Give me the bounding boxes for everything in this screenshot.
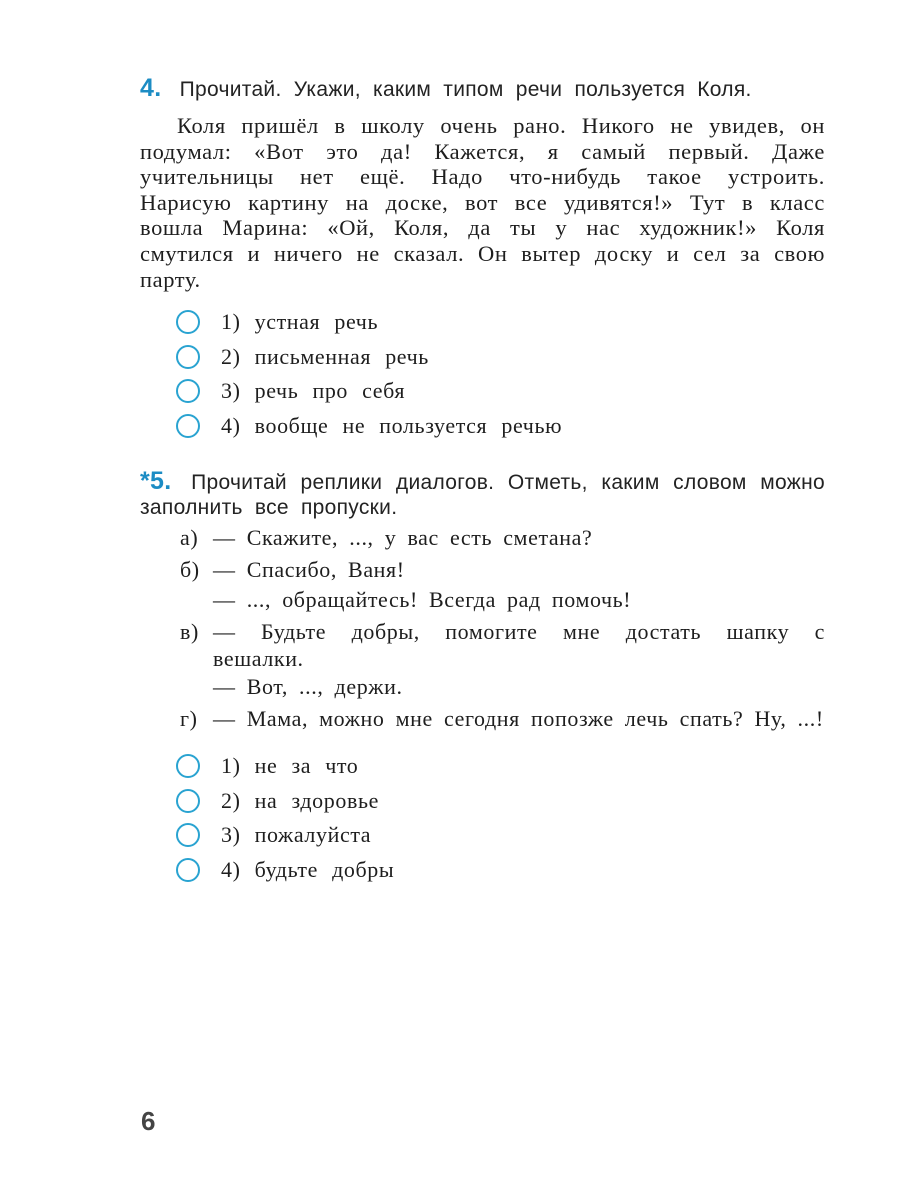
task-4-paragraph: Коля пришёл в школу очень рано. Никого не увидев, он подумал: «Вот это да! Кажется, я самый первый. Даже учительницы нет ещё. Надо что-нибудь такое устроить. Нарисую картину на доске, вот все удивятся!» Тут в класс вошла Марина: «Ой, Коля, да ты у нас художник!» Коля смутился и ничего не сказал. Он вытер доску и сел за свою парту. xyxy=(140,113,825,292)
option-label: 4) вообще не пользуется речью xyxy=(221,412,563,438)
option-label: 1) устная речь xyxy=(221,309,379,335)
dialog-letter: г) xyxy=(180,706,198,731)
dialog-line: — Спасибо, Ваня! xyxy=(213,557,405,582)
dialog-letter: в) xyxy=(180,619,199,644)
radio-circle-icon[interactable] xyxy=(176,345,200,369)
option-label: 1) не за что xyxy=(221,753,359,779)
option-label: 2) на здоровье xyxy=(221,787,379,813)
task-4-reading-text xyxy=(140,113,825,292)
dialog-line: — Будьте добры, помогите мне достать шапку с вешалки. xyxy=(213,619,825,671)
dialog-line: — ..., обращайтесь! Всегда рад помочь! xyxy=(213,587,632,612)
task-4-options xyxy=(176,305,562,443)
dialog-letter: а) xyxy=(180,525,199,550)
radio-circle-icon[interactable] xyxy=(176,823,200,847)
task-5-option-1[interactable] xyxy=(176,749,394,784)
dialog-line: — Вот, ..., держи. xyxy=(213,674,403,699)
radio-circle-icon[interactable] xyxy=(176,379,200,403)
option-label: 3) пожалуйста xyxy=(221,822,372,848)
dialog-line: — Мама, можно мне сегодня попозже лечь спать? Ну, ...! xyxy=(213,706,824,731)
task-4-option-1[interactable] xyxy=(176,305,562,340)
task-5-option-4[interactable] xyxy=(176,853,394,888)
dialog-b xyxy=(180,556,825,613)
dialog-v xyxy=(180,618,825,700)
task-4 xyxy=(140,76,825,102)
task-4-number: 4. xyxy=(140,74,162,102)
task-4-option-3[interactable] xyxy=(176,374,562,409)
radio-circle-icon[interactable] xyxy=(176,858,200,882)
task-4-option-2[interactable] xyxy=(176,340,562,375)
dialog-line: — Скажите, ..., у вас есть сметана? xyxy=(213,525,593,550)
option-label: 3) речь про себя xyxy=(221,378,406,404)
dialog-letter: б) xyxy=(180,557,200,582)
radio-circle-icon[interactable] xyxy=(176,310,200,334)
task-4-instruction: Прочитай. Укажи, каким типом речи пользуется Коля. xyxy=(179,78,752,101)
option-label: 4) будьте добры xyxy=(221,856,395,882)
dialog-g xyxy=(180,705,825,732)
task-5-number: *5. xyxy=(140,467,172,495)
radio-circle-icon[interactable] xyxy=(176,754,200,778)
task-5-option-3[interactable] xyxy=(176,818,394,853)
task-4-header xyxy=(140,76,825,102)
task-5-instruction: Прочитай реплики диалогов. Отметь, каким словом можно заполнить все пропуски. xyxy=(140,471,825,519)
task-5 xyxy=(140,469,825,520)
task-5-dialogs xyxy=(180,524,825,737)
task-5-option-2[interactable] xyxy=(176,784,394,819)
task-4-option-4[interactable] xyxy=(176,409,562,444)
page-number: 6 xyxy=(141,1106,156,1136)
radio-circle-icon[interactable] xyxy=(176,789,200,813)
radio-circle-icon[interactable] xyxy=(176,414,200,438)
task-5-options xyxy=(176,749,394,887)
dialog-a xyxy=(180,524,825,551)
option-label: 2) письменная речь xyxy=(221,343,429,369)
task-5-header xyxy=(140,469,825,520)
